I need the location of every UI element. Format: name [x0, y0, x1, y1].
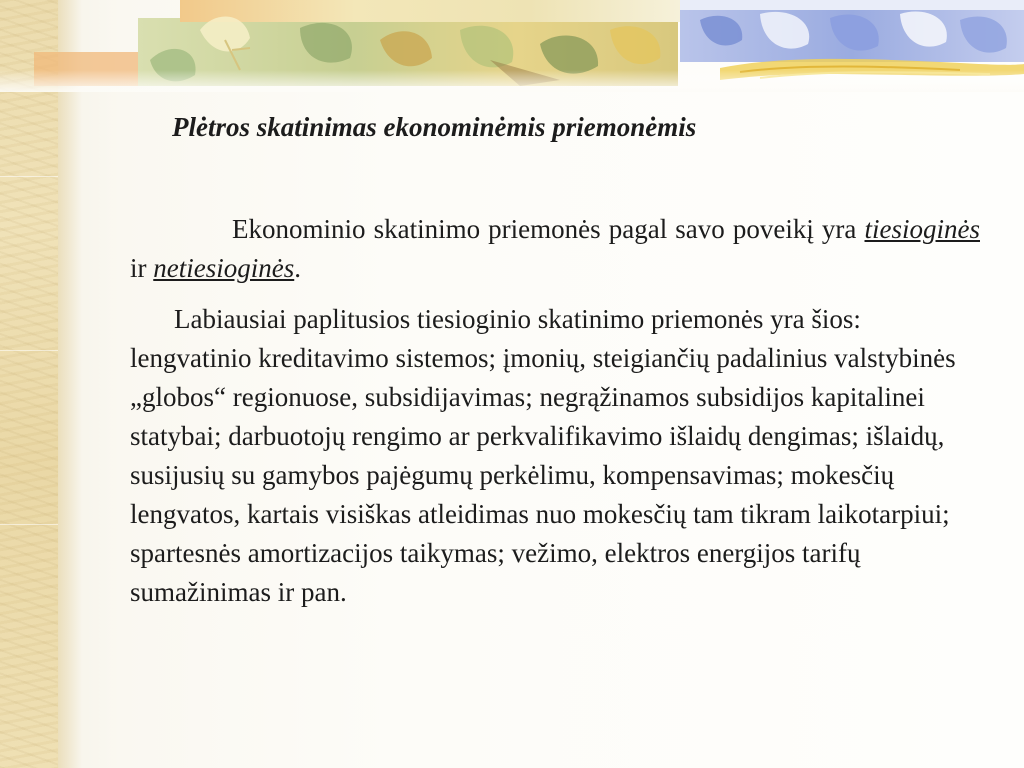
intro-period: . — [294, 253, 301, 283]
decorative-banner — [0, 0, 1024, 92]
term-indirect: netiesioginės — [153, 253, 295, 283]
measures-paragraph — [130, 300, 980, 612]
term-direct: tiesioginės — [864, 214, 980, 244]
intro-paragraph — [130, 210, 980, 288]
parchment-strip — [0, 0, 58, 768]
measures-text: Labiausiai paplitusios tiesioginio skatinimo priemonės yra šios: lengvatinio kreditavimo sistemos; įmonių, steigiančių padalinius valstybinės „globos“ regionuose, subsidijavimas; negrąžinamos subsidijos kapitalinei statybai; darbuotojų rengimo ar perkvalifikavimo išlaidų dengimas; išlaidų, susijusių su gamybos pajėgumų perkėlimu, kompensavimas; mokesčių lengvatos, kartais visiškas atleidimas nuo mokesčių tam tikram laikotarpiui; spartesnės amortizacijos taikymas; vežimo, elektros energijos tarifų sumažinimas ir pan. — [130, 304, 956, 607]
slide-title: Plėtros skatinimas ekonominėmis priemonėmis — [172, 112, 697, 142]
strip-divider — [0, 350, 58, 351]
intro-text: Ekonominio skatinimo priemonės pagal savo poveikį yra — [232, 214, 865, 244]
strip-divider — [0, 176, 58, 177]
leaf-collage-image — [0, 0, 1024, 92]
strip-divider — [0, 524, 58, 525]
intro-conjunction: ir — [130, 253, 154, 283]
strip-shadow — [58, 0, 82, 768]
